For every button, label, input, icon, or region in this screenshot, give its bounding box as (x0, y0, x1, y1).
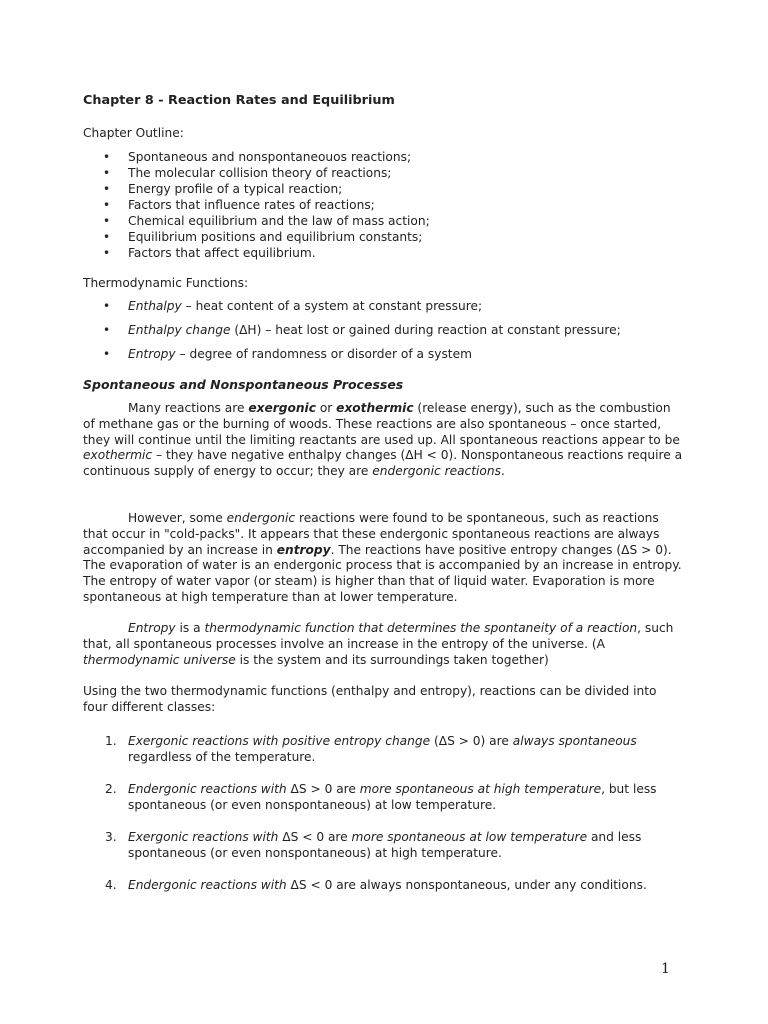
section-heading: Spontaneous and Nonspontaneous Processes (83, 377, 404, 392)
term-desc: – heat content of a system at constant pressure; (181, 299, 483, 313)
page-title: Chapter 8 - Reaction Rates and Equilibrium (83, 93, 395, 108)
list-item: 2. Endergonic reactions with ΔS > 0 are more spontaneous at high temperature, but less spontaneous (or even nonspontaneous) at low temperature. (105, 782, 657, 812)
list-item (83, 346, 703, 362)
list-item: • Spontaneous and nonspontaneouos reactions; (83, 149, 703, 165)
paragraph-2: However, some endergonic reactions were found to be spontaneous, such as reactions that occur in "cold-packs". It appears that these endergonic spontaneous reactions are always accompanied by an increase in entropy. The reactions have positive entropy changes (ΔS > 0). The evaporation of water is an endergonic process that is accompanied by an increase in entropy. The entropy of water vapor (or steam) is higher than that of liquid water. Evaporation is more spontaneous at high temperature than at lower temperature. (83, 511, 682, 604)
list-item: • Chemical equilibrium and the law of mass action; (83, 213, 703, 229)
classes-list (83, 733, 683, 909)
term-desc: – degree of randomness or disorder of a system (175, 347, 472, 361)
list-number: 1. (105, 734, 117, 748)
list-item (83, 298, 703, 314)
list-item: • Equilibrium positions and equilibrium constants; (83, 229, 703, 245)
list-item: • The molecular collision theory of reactions; (83, 165, 703, 181)
paragraph-3: Entropy is a thermodynamic function that determines the spontaneity of a reaction, such that, all spontaneous processes involve an increase in the entropy of the universe. (A thermodynamic universe is the system and its surroundings taken together) (83, 621, 674, 667)
term: Enthalpy change (128, 323, 231, 337)
page-number: 1 (661, 961, 670, 977)
term-desc: (ΔH) – heat lost or gained during reaction at constant pressure; (230, 323, 621, 337)
paragraph-1: Many reactions are exergonic or exothermic (release energy), such as the combustion of methane gas or the burning of woods. These reactions are also spontaneous – once started, they will continue until the limiting reactants are used up. All spontaneous reactions appear to be exothermic – they have negative enthalpy changes (ΔH < 0). Nonspontaneous reactions require a continuous supply of energy to occur; they are endergonic reactions. (83, 401, 683, 479)
outline-list (83, 149, 703, 261)
list-number: 4. (105, 878, 117, 892)
thermo-label: Thermodynamic Functions: (83, 276, 249, 290)
paragraph-4: Using the two thermodynamic functions (enthalpy and entropy), reactions can be divided into four different classes: (83, 684, 657, 714)
list-item: 1. Exergonic reactions with positive entropy change (ΔS > 0) are always spontaneous regardless of the temperature. (105, 734, 637, 764)
thermo-list (83, 298, 703, 370)
list-number: 3. (105, 830, 117, 844)
list-item: • Energy profile of a typical reaction; (83, 181, 703, 197)
outline-label: Chapter Outline: (83, 126, 184, 140)
list-item: 4. Endergonic reactions with ΔS < 0 are always nonspontaneous, under any conditions. (105, 878, 647, 892)
list-item: • Factors that affect equilibrium. (83, 245, 703, 261)
term: Enthalpy (128, 299, 182, 313)
list-item (83, 322, 703, 338)
list-number: 2. (105, 782, 117, 796)
list-item: • Factors that influence rates of reactions; (83, 197, 703, 213)
term: Entropy (128, 347, 176, 361)
list-item: 3. Exergonic reactions with ΔS < 0 are more spontaneous at low temperature and less spontaneous (or even nonspontaneous) at high temperature. (105, 830, 642, 860)
